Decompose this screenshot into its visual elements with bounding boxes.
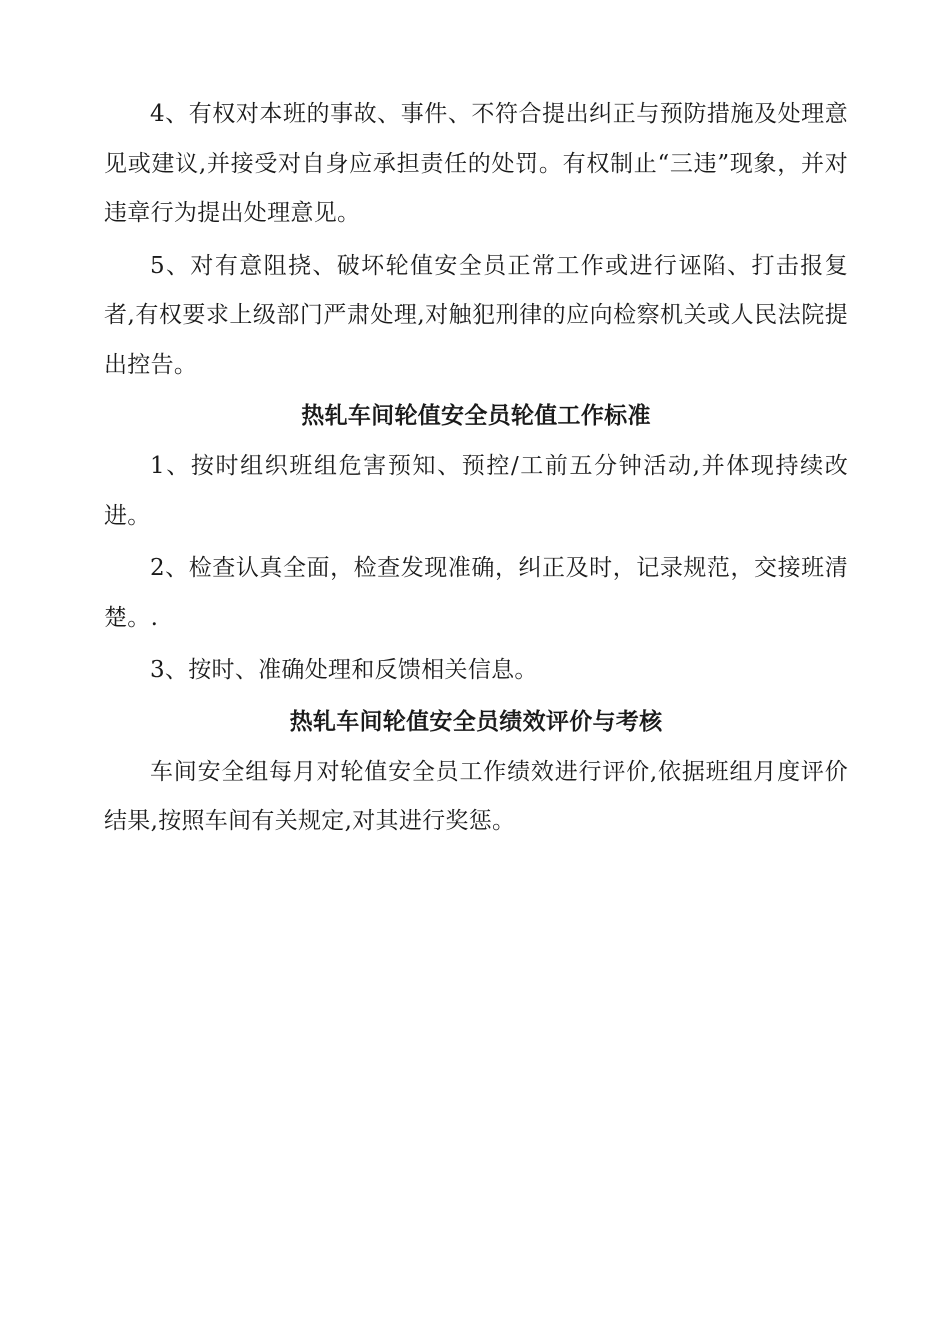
document-page [104,90,848,847]
paragraph-standard-1: 1、按时组织班组危害预知、预控/工前五分钟活动,并体现持续改进。 [104,453,848,529]
section-heading-evaluation: 热轧车间轮值安全员绩效评价与考核 [289,707,663,735]
paragraph-evaluation-1: 车间安全组每月对轮值安全员工作绩效进行评价,依据班组月度评价结果,按照车间有关规定,对其进行奖惩。 [104,758,848,834]
paragraph-rights-4: 4、有权对本班的事故、事件、不符合提出纠正与预防措施及处理意见或建议,并接受对自身应承担责任的处罚。有权制止“三违”现象，并对违章行为提出处理意见。 [104,101,848,226]
paragraph-rights-5: 5、对有意阻挠、破坏轮值安全员正常工作或进行诬陷、打击报复者,有权要求上级部门严肃处理,对触犯刑律的应向检察机关或人民法院提出控告。 [104,252,848,378]
paragraph-standard-2: 2、检查认真全面，检查发现准确，纠正及时，记录规范，交接班清楚。. [104,555,848,631]
section-heading-work-standard: 热轧车间轮值安全员轮值工作标准 [301,402,651,429]
paragraph-standard-3: 3、按时、准确处理和反馈相关信息。 [150,657,538,683]
